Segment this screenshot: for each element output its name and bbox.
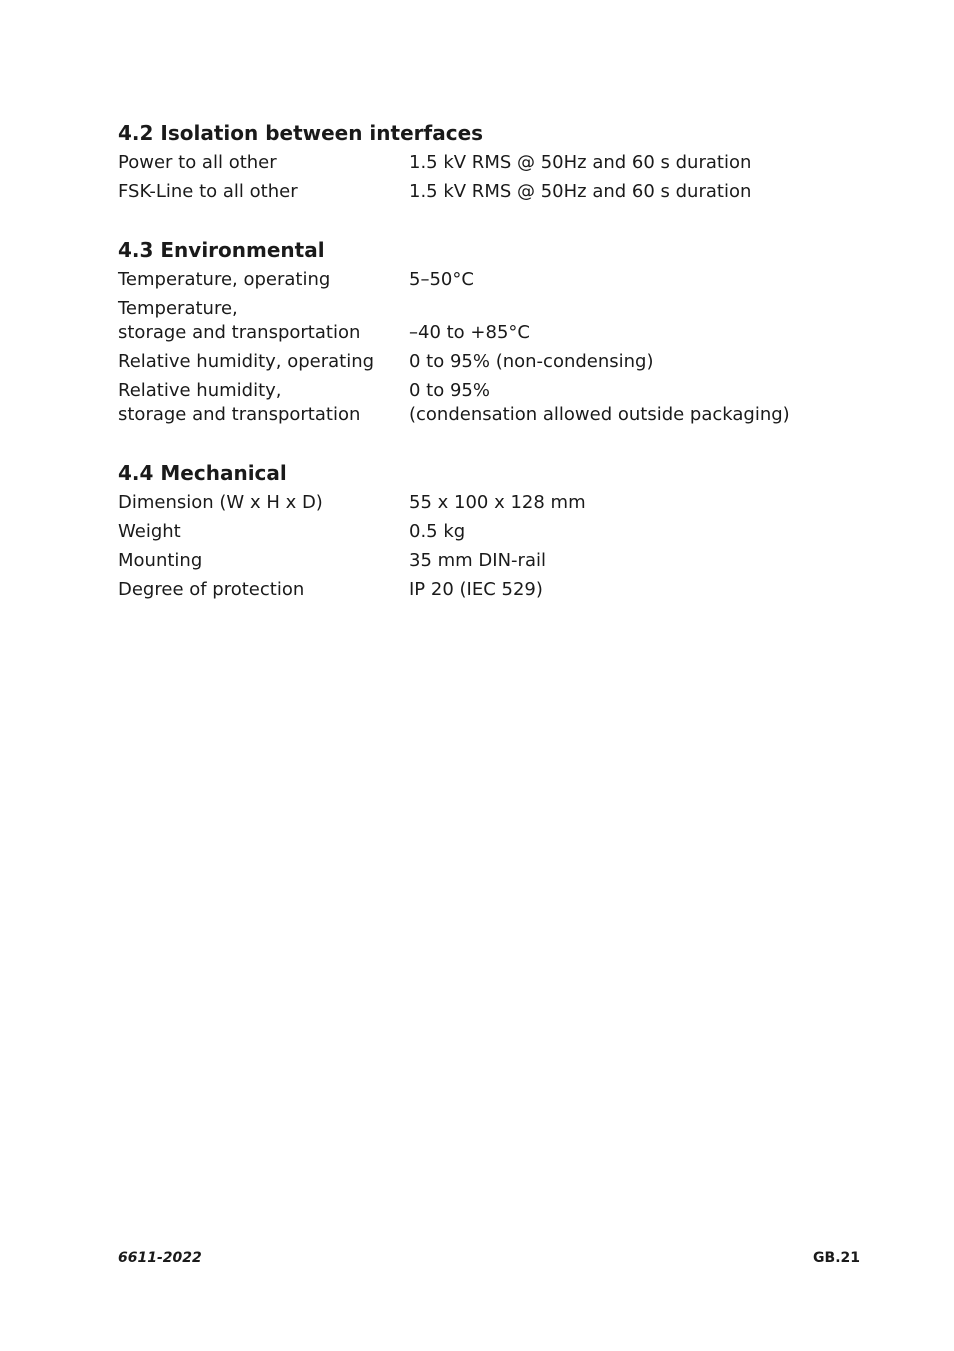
spec-value: 55 x 100 x 128 mm [409, 492, 586, 513]
spec-row [118, 379, 838, 427]
spec-label: FSK-Line to all other [118, 181, 298, 202]
spec-label: Relative humidity, storage and transportation [118, 380, 361, 425]
spec-value: 0 to 95% (condensation allowed outside packaging) [409, 380, 790, 425]
spec-value: –40 to +85°C [409, 322, 530, 343]
spec-label: Degree of protection [118, 579, 305, 600]
spec-row [118, 151, 838, 175]
spec-row [118, 520, 838, 544]
section-heading-environmental: 4.3 Environmental [118, 238, 325, 262]
spec-label: Temperature, operating [118, 269, 331, 290]
section-mechanical [118, 460, 838, 607]
spec-row [118, 350, 838, 374]
spec-row [118, 268, 838, 292]
spec-label: Mounting [118, 550, 203, 571]
spec-label: Power to all other [118, 152, 277, 173]
spec-value: 35 mm DIN-rail [409, 550, 546, 571]
spec-row [118, 297, 838, 345]
spec-value: 1.5 kV RMS @ 50Hz and 60 s duration [409, 181, 752, 202]
spec-value: 0.5 kg [409, 521, 466, 542]
spec-label: Dimension (W x H x D) [118, 492, 323, 513]
section-heading-isolation: 4.2 Isolation between interfaces [118, 121, 484, 145]
section-environmental [118, 237, 838, 432]
spec-value: 5–50°C [409, 269, 474, 290]
spec-value: 0 to 95% (non-condensing) [409, 351, 654, 372]
spec-label: Temperature, storage and transportation [118, 298, 361, 343]
spec-row [118, 491, 838, 515]
section-isolation [118, 120, 838, 209]
spec-row [118, 180, 838, 204]
spec-table-mechanical [118, 491, 838, 602]
spec-row [118, 549, 838, 573]
section-heading-mechanical: 4.4 Mechanical [118, 461, 287, 485]
spec-value: IP 20 (IEC 529) [409, 579, 543, 600]
footer-doc-number: 6611-2022 [118, 1250, 202, 1266]
spec-table-environmental [118, 268, 838, 427]
spec-label: Relative humidity, operating [118, 351, 375, 372]
spec-table-isolation [118, 151, 838, 204]
spec-value: 1.5 kV RMS @ 50Hz and 60 s duration [409, 152, 752, 173]
footer-page-number: GB.21 [813, 1250, 860, 1266]
spec-label: Weight [118, 521, 181, 542]
spec-row [118, 578, 838, 602]
